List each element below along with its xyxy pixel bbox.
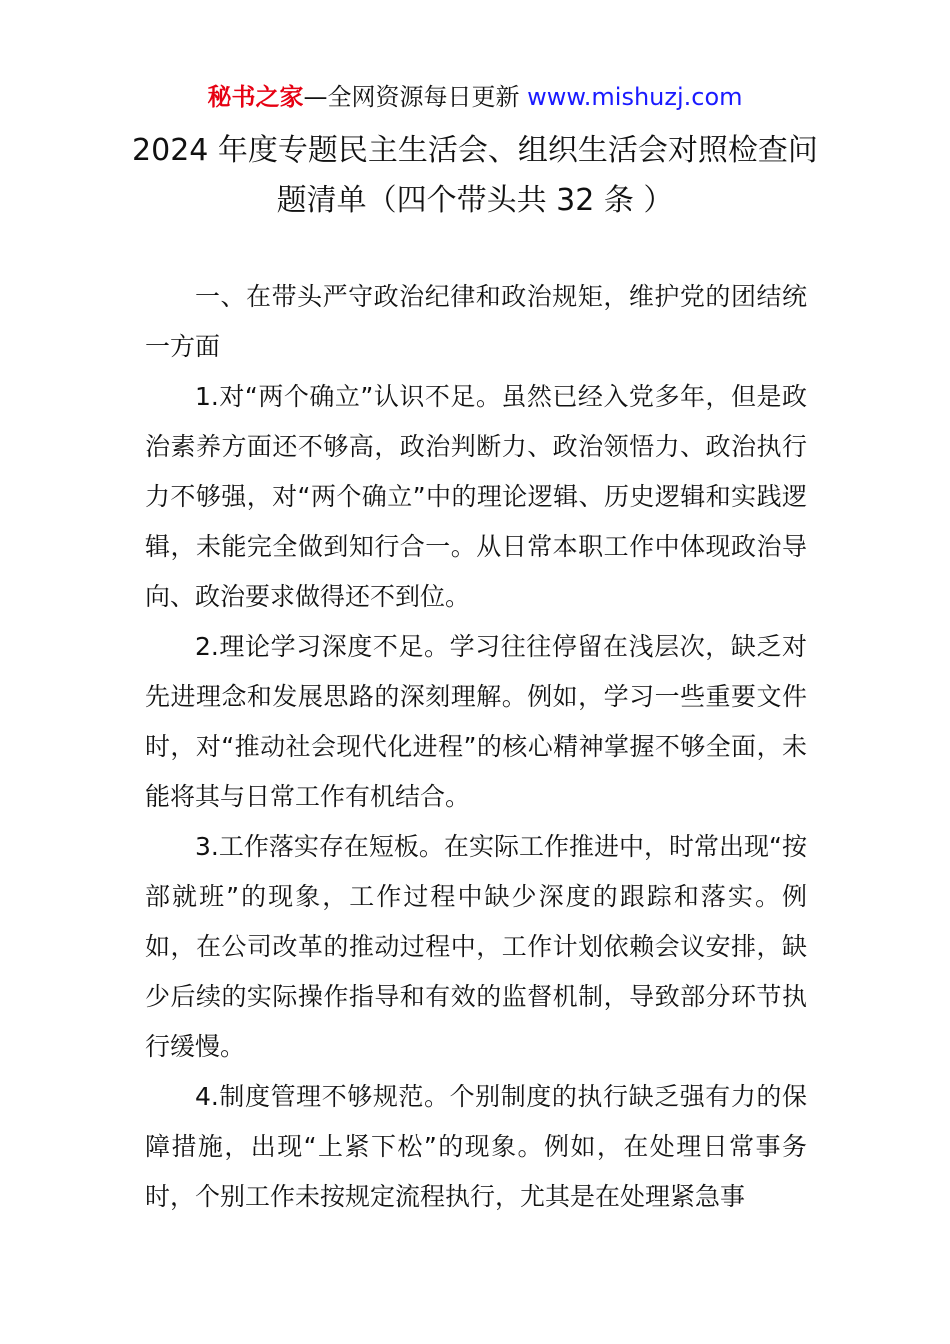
section-heading: 一、在带头严守政治纪律和政治规矩，维护党的团结统一方面 <box>145 282 807 361</box>
paragraph-item-3: 3.工作落实存在短板。在实际工作推进中，时常出现“按部就班”的现象，工作过程中缺少深度的跟踪和落实。例如，在公司改革的推动过程中，工作计划依赖会议安排，缺少后续的实际操作指导和有效的监督机制，导致部分环节执行缓慢。 <box>145 832 807 1061</box>
watermark-header <box>0 80 950 114</box>
paragraph-item-1: 1.对“两个确立”认识不足。虽然已经入党多年，但是政治素养方面还不够高，政治判断力、政治领悟力、政治执行力不够强，对“两个确立”中的理论逻辑、历史逻辑和实践逻辑，未能完全做到知行合一。从日常本职工作中体现政治导向、政治要求做得还不到位。 <box>145 382 807 611</box>
site-url[interactable]: www.mishuzj.com <box>527 83 743 111</box>
paragraph-item-4: 4.制度管理不够规范。个别制度的执行缺乏强有力的保障措施，出现“上紧下松”的现象。例如，在处理日常事务时，个别工作未按规定流程执行，尤其是在处理紧急事 <box>145 1082 807 1211</box>
header-tagline: —全网资源每日更新 <box>303 83 528 111</box>
document-body <box>145 272 807 1222</box>
document-title: 2024 年度专题民主生活会、组织生活会对照检查问题清单（四个带头共 32 条 ） <box>132 133 818 218</box>
paragraph-item-2: 2.理论学习深度不足。学习往往停留在浅层次，缺乏对先进理念和发展思路的深刻理解。例如，学习一些重要文件时，对“推动社会现代化进程”的核心精神掌握不够全面，未能将其与日常工作有机结合。 <box>145 632 807 811</box>
brand-name: 秘书之家 <box>207 83 304 111</box>
